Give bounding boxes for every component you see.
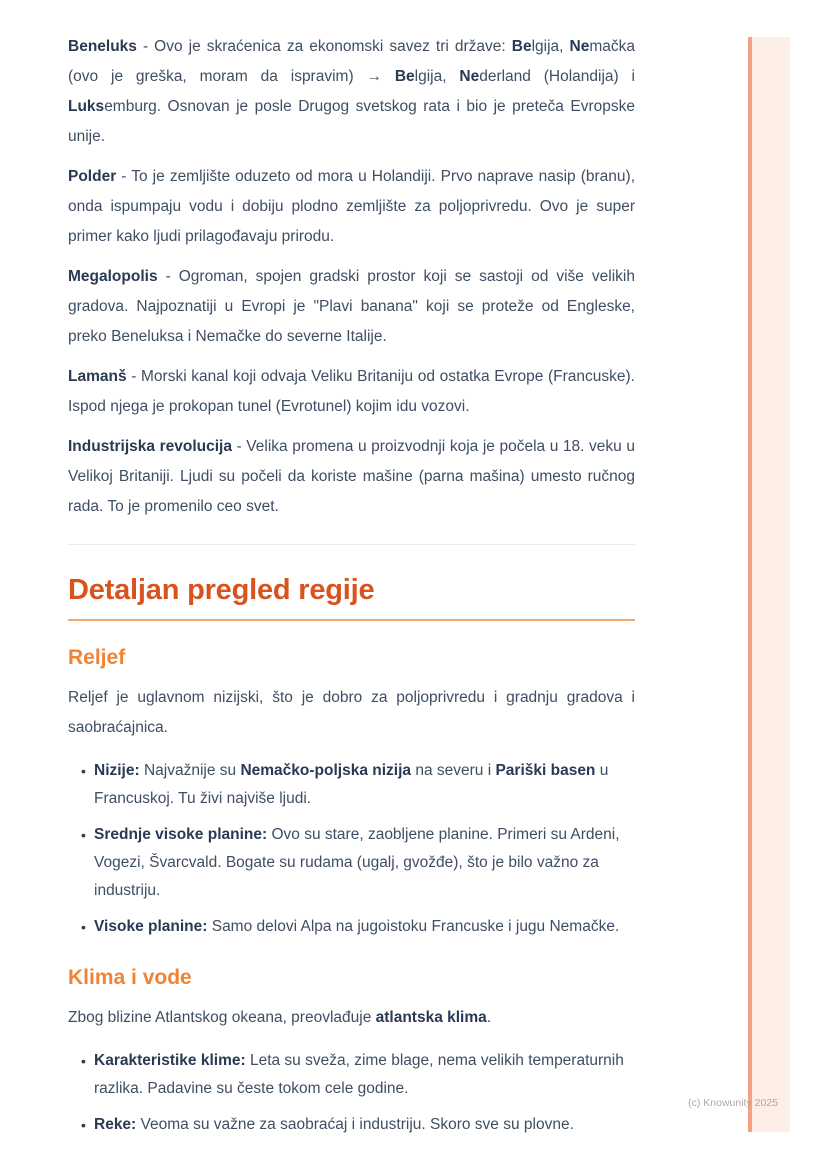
definition-lamans: Lamanš - Morski kanal koji odvaja Veliku Britaniju od ostatka Evrope (Francuske). Ispod njega je prokopan tunel (Evrotunel) kojim idu vozovi. bbox=[68, 368, 635, 415]
subsection-reljef bbox=[68, 645, 635, 941]
page-edge-accent-band bbox=[752, 37, 790, 1132]
list-item-srednje-visoke-planine bbox=[81, 821, 635, 905]
list-item-text: Karakteristike klime: Leta su sveža, zime blage, nema velikih temperaturnih razlika. Padavine su česte tokom cele godine. bbox=[94, 1052, 624, 1097]
content-column bbox=[68, 0, 635, 1147]
page-edge-accent-line bbox=[748, 37, 752, 1132]
subsection-title-reljef: Reljef bbox=[68, 646, 126, 669]
klima-bullet-list bbox=[81, 1047, 635, 1139]
definition-industrijska-revolucija: Industrijska revolucija - Velika promena u proizvodnji koja je počela u 18. veku u Velikoj Britaniji. Ljudi su počeli da koriste mašine (parna mašina) umesto ručnog rada. To je promenilo ceo svet. bbox=[68, 438, 635, 515]
definition-megalopolis: Megalopolis - Ogroman, spojen gradski prostor koji se sastoji od više velikih gradova. Najpoznatiji u Evropi je "Plavi banana" koji se proteže od Engleske, preko Beneluksa i Nemačke do severne Italije. bbox=[68, 268, 635, 345]
list-item-nizije bbox=[81, 757, 635, 813]
page-title: Detaljan pregled regije bbox=[68, 573, 635, 621]
list-item-karakteristike-klime bbox=[81, 1047, 635, 1103]
list-item-text: Nizije: Najvažnije su Nemačko-poljska nizija na severu i Pariški basen u Francuskoj. Tu živi najviše ljudi. bbox=[94, 762, 609, 807]
subsection-klima-i-vode bbox=[68, 965, 635, 1139]
reljef-intro-paragraph: Reljef je uglavnom nizijski, što je dobro za poljoprivredu i gradnju gradova i saobraćajnica. bbox=[68, 689, 635, 736]
list-item-visoke-planine bbox=[81, 913, 635, 941]
list-item-reke bbox=[81, 1111, 635, 1139]
subsection-title-klima-i-vode: Klima i vode bbox=[68, 966, 192, 989]
definition-beneluks: Beneluks - Ovo je skraćenica za ekonomski savez tri države: Belgija, Nemačka (ovo je greška, moram da ispravim) → Belgija, Nederland (Holandija) i Luksemburg. Osnovan je posle Drugog svetskog rata i bio je preteča Evropske unije. bbox=[68, 38, 635, 145]
klima-intro-paragraph: Zbog blizine Atlantskog okeana, preovlađuje atlantska klima. bbox=[68, 1009, 492, 1026]
copyright-footer: (c) Knowunity 2025 bbox=[688, 1097, 778, 1109]
list-item-text: Reke: Veoma su važne za saobraćaj i industriju. Skoro sve su plovne. bbox=[94, 1116, 574, 1133]
definition-polder: Polder - To je zemljište oduzeto od mora u Holandiji. Prvo naprave nasip (branu), onda ispumpaju vodu i dobiju plodno zemljište za poljoprivredu. Ovo je super primer kako ljudi prilagođavaju prirodu. bbox=[68, 168, 635, 245]
reljef-bullet-list bbox=[81, 757, 635, 941]
section-divider bbox=[68, 544, 635, 545]
list-item-text: Srednje visoke planine: Ovo su stare, zaobljene planine. Primeri su Ardeni, Vogezi, Švarcvald. Bogate su rudama (ugalj, gvožđe), što je bilo važno za industriju. bbox=[94, 826, 620, 899]
list-item-text: Visoke planine: Samo delovi Alpa na jugoistoku Francuske i jugu Nemačke. bbox=[94, 918, 620, 935]
